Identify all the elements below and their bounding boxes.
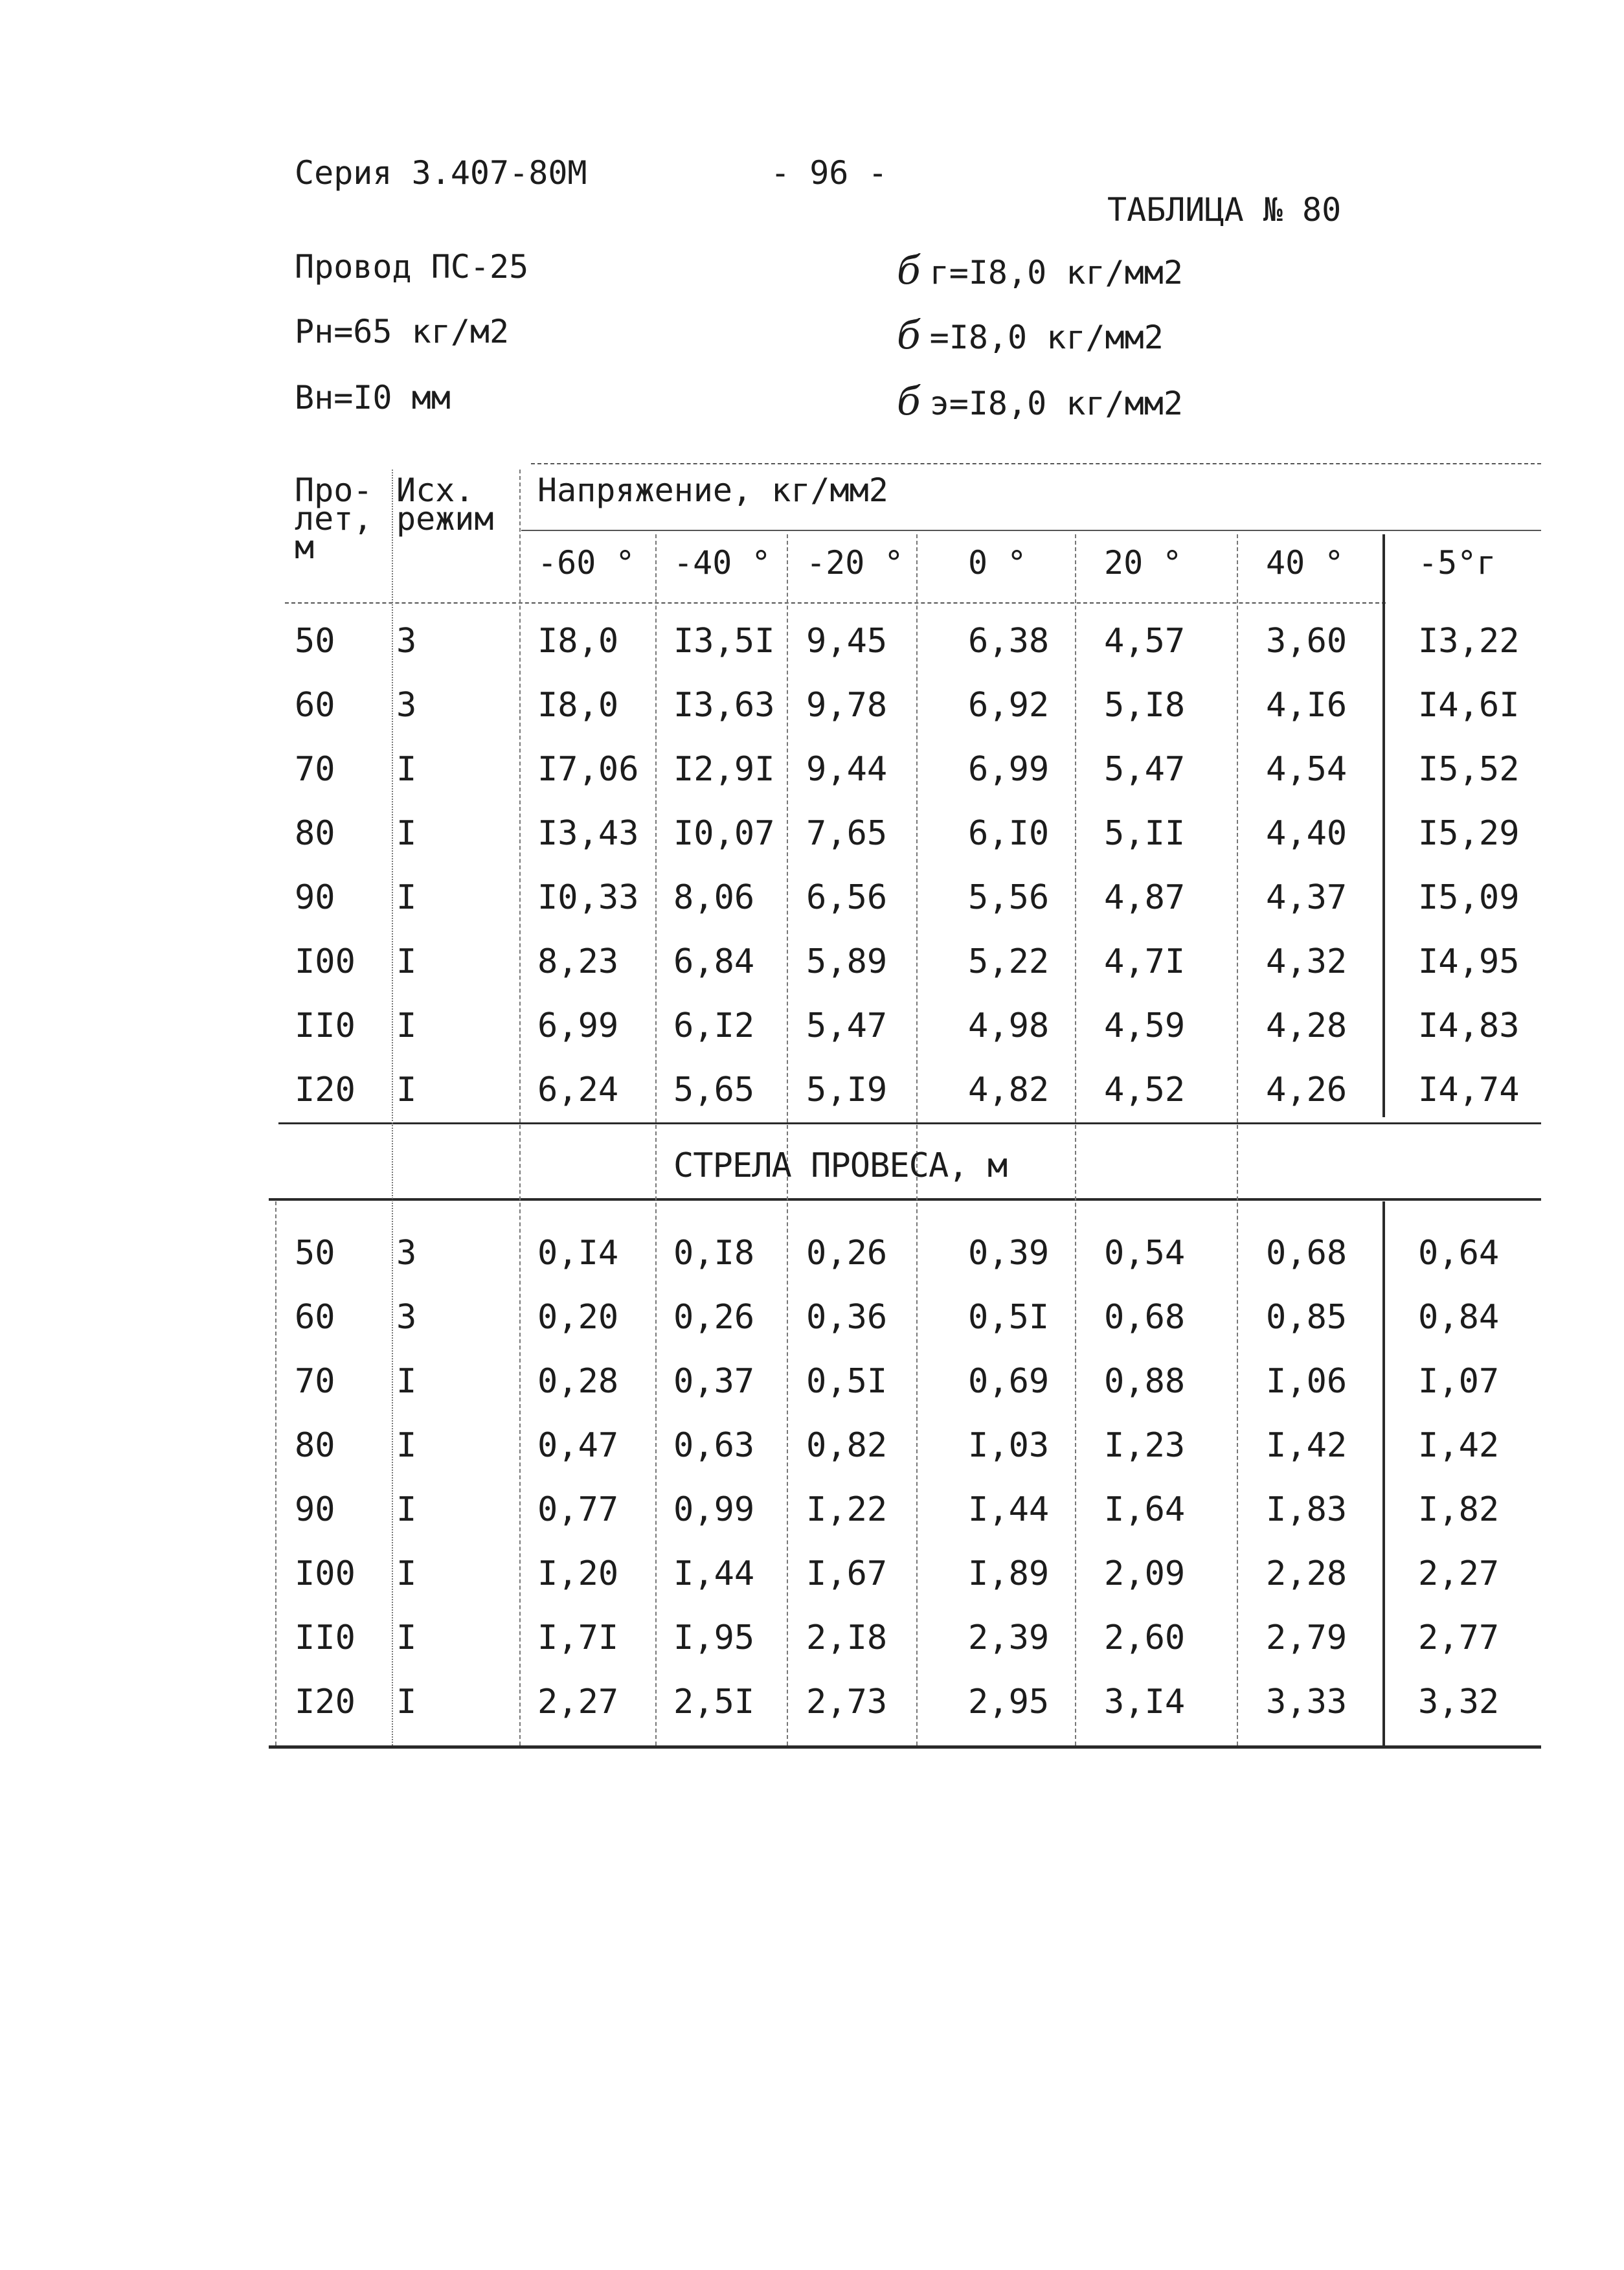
value-cell: 2,09 [1104,1554,1186,1593]
value-cell: 2,79 [1266,1618,1348,1657]
value-cell: I,7I [537,1618,619,1657]
mode-cell: I [396,1362,417,1401]
value-cell: I3,5I [673,622,775,661]
value-cell: 4,40 [1266,814,1348,853]
span-cell: I20 [295,1071,355,1109]
wind-pressure: Рн=65 кг/м2 [295,313,510,350]
value-cell: 9,78 [806,686,888,725]
value-cell: I5,29 [1418,814,1520,853]
wire-type: Провод ПС-25 [295,248,529,286]
value-cell: I4,6I [1418,686,1520,725]
value-cell: I,42 [1418,1426,1500,1465]
mode-cell: 3 [396,1298,417,1337]
value-cell: 5,65 [673,1071,755,1109]
value-cell: I,22 [806,1490,888,1529]
value-cell: I,89 [968,1554,1050,1593]
sigma-symbol: б [897,379,921,424]
temperature-header: -5°г [1418,544,1496,582]
value-cell: 2,5I [673,1683,755,1721]
value-cell: 0,36 [806,1298,888,1337]
mode-cell: 3 [396,622,417,661]
sigma-e-line [897,379,1183,424]
value-cell: 3,60 [1266,622,1348,661]
value-cell: 0,28 [537,1362,619,1401]
value-cell: 6,I2 [673,1006,755,1045]
column-divider [1075,534,1076,1745]
span-cell: II0 [295,1618,355,1657]
sigma-symbol: б [897,313,921,358]
mode-cell: I [396,814,417,853]
span-cell: 80 [295,1426,335,1465]
span-cell: 70 [295,1362,335,1401]
value-cell: 4,I6 [1266,686,1348,725]
temperature-header: 20 ° [1104,544,1182,582]
value-cell: 8,23 [537,942,619,981]
value-cell: I,03 [968,1426,1050,1465]
value-cell: 3,32 [1418,1683,1500,1721]
column-divider [787,534,788,1745]
temperature-header: -60 ° [537,544,635,582]
value-cell: 6,24 [537,1071,619,1109]
value-cell: 3,33 [1266,1683,1348,1721]
value-cell: I,44 [968,1490,1050,1529]
value-cell: 0,26 [673,1298,755,1337]
value-cell: 0,68 [1266,1234,1348,1273]
value-cell: I,44 [673,1554,755,1593]
sigma-g-value: г=I8,0 кг/мм2 [929,254,1183,291]
mode-cell: I [396,1618,417,1657]
value-cell: 0,I8 [673,1234,755,1273]
header-top-rule [531,463,1541,464]
header-bottom-rule [285,602,1386,604]
value-cell: 0,99 [673,1490,755,1529]
value-cell: I,23 [1104,1426,1186,1465]
stress-section-bottom-rule [278,1122,1541,1124]
value-cell: 0,26 [806,1234,888,1273]
mode-cell: I [396,942,417,981]
value-cell: I3,22 [1418,622,1520,661]
value-cell: 5,47 [1104,750,1186,789]
value-cell: 0,84 [1418,1298,1500,1337]
value-cell: 4,54 [1266,750,1348,789]
value-cell: 7,65 [806,814,888,853]
column-divider-bold [1382,1201,1385,1745]
page-number: - 96 - [771,154,888,192]
value-cell: 5,47 [806,1006,888,1045]
value-cell: 2,60 [1104,1618,1186,1657]
mode-cell: I [396,1071,417,1109]
value-cell: 3,I4 [1104,1683,1186,1721]
value-cell: 0,63 [673,1426,755,1465]
value-cell: 4,37 [1266,878,1348,917]
span-cell: I20 [295,1683,355,1721]
value-cell: 5,II [1104,814,1186,853]
value-cell: 6,I0 [968,814,1050,853]
value-cell: 0,5I [806,1362,888,1401]
value-cell: 0,69 [968,1362,1050,1401]
value-cell: 4,98 [968,1006,1050,1045]
value-cell: I2,9I [673,750,775,789]
span-cell: I00 [295,942,355,981]
value-cell: 0,47 [537,1426,619,1465]
value-cell: 0,82 [806,1426,888,1465]
value-cell: I,06 [1266,1362,1348,1401]
value-cell: 4,52 [1104,1071,1186,1109]
value-cell: 2,95 [968,1683,1050,1721]
value-cell: 4,59 [1104,1006,1186,1045]
column-divider-bold [1382,534,1385,1117]
column-header-span: Про- лет, м [295,471,373,566]
value-cell: 0,64 [1418,1234,1500,1273]
value-cell: I,42 [1266,1426,1348,1465]
value-cell: 6,56 [806,878,888,917]
span-cell: 60 [295,686,335,725]
value-cell: 6,99 [537,1006,619,1045]
column-divider [1237,534,1238,1745]
span-cell: 60 [295,1298,335,1337]
value-cell: 2,73 [806,1683,888,1721]
span-cell: 90 [295,1490,335,1529]
value-cell: 0,I4 [537,1234,619,1273]
value-cell: I4,74 [1418,1071,1520,1109]
value-cell: I,82 [1418,1490,1500,1529]
value-cell: 4,7I [1104,942,1186,981]
value-cell: I7,06 [537,750,639,789]
sigma-minus-line [897,313,1164,358]
value-cell: 6,99 [968,750,1050,789]
sigma-symbol: б [897,248,921,293]
value-cell: I,64 [1104,1490,1186,1529]
span-cell: II0 [295,1006,355,1045]
value-cell: 2,77 [1418,1618,1500,1657]
value-cell: 0,68 [1104,1298,1186,1337]
table-title: ТАБЛИЦА № 80 [1107,191,1342,229]
value-cell: I5,52 [1418,750,1520,789]
value-cell: 0,20 [537,1298,619,1337]
temperature-header: 0 ° [968,544,1027,582]
value-cell: 5,I8 [1104,686,1186,725]
value-cell: 0,39 [968,1234,1050,1273]
mode-cell: I [396,1006,417,1045]
header-mid-rule [521,530,1541,531]
temperature-header: -20 ° [806,544,904,582]
span-cell: 50 [295,1234,335,1273]
value-cell: 5,56 [968,878,1050,917]
value-cell: 6,84 [673,942,755,981]
value-cell: I,07 [1418,1362,1500,1401]
value-cell: I8,0 [537,686,619,725]
table-bottom-rule [269,1745,1541,1749]
value-cell: 8,06 [673,878,755,917]
value-cell: 2,I8 [806,1618,888,1657]
value-cell: 9,44 [806,750,888,789]
mode-cell: 3 [396,1234,417,1273]
value-cell: I,20 [537,1554,619,1593]
mode-cell: I [396,750,417,789]
value-cell: I0,07 [673,814,775,853]
value-cell: 4,57 [1104,622,1186,661]
value-cell: 6,38 [968,622,1050,661]
value-cell: 4,82 [968,1071,1050,1109]
value-cell: 5,89 [806,942,888,981]
value-cell: I8,0 [537,622,619,661]
temperature-header: -40 ° [673,544,771,582]
column-header-mode: Исх. режим [396,471,494,538]
mode-cell: I [396,1426,417,1465]
value-cell: I,95 [673,1618,755,1657]
value-cell: I,67 [806,1554,888,1593]
value-cell: 2,39 [968,1618,1050,1657]
span-cell: I00 [295,1554,355,1593]
value-cell: 4,32 [1266,942,1348,981]
value-cell: 0,85 [1266,1298,1348,1337]
sigma-e-value: э=I8,0 кг/мм2 [929,385,1183,422]
value-cell: 4,87 [1104,878,1186,917]
value-cell: I5,09 [1418,878,1520,917]
sigma-minus-value: =I8,0 кг/мм2 [929,319,1164,356]
value-cell: 4,28 [1266,1006,1348,1045]
span-cell: 90 [295,878,335,917]
value-cell: 2,28 [1266,1554,1348,1593]
mode-cell: I [396,1490,417,1529]
span-cell: 70 [295,750,335,789]
value-cell: I3,63 [673,686,775,725]
value-cell: 4,26 [1266,1071,1348,1109]
series-label: Серия 3.407-80М [295,154,587,192]
column-divider [392,470,393,1745]
value-cell: 6,92 [968,686,1050,725]
value-cell: I3,43 [537,814,639,853]
value-cell: 0,54 [1104,1234,1186,1273]
value-cell: I4,95 [1418,942,1520,981]
sag-section-top-rule [269,1198,1541,1201]
value-cell: 0,77 [537,1490,619,1529]
span-cell: 80 [295,814,335,853]
ice-thickness: Вн=I0 мм [295,379,451,416]
sigma-g-line [897,248,1183,293]
temperature-header: 40 ° [1266,544,1344,582]
span-cell: 50 [295,622,335,661]
mode-cell: 3 [396,686,417,725]
value-cell: I4,83 [1418,1006,1520,1045]
value-cell: 5,I9 [806,1071,888,1109]
mode-cell: I [396,1554,417,1593]
value-cell: 0,5I [968,1298,1050,1337]
sag-section-title: СТРЕЛА ПРОВЕСА, м [673,1146,1008,1185]
column-divider [655,534,657,1745]
column-divider [519,470,521,1745]
value-cell: 2,27 [537,1683,619,1721]
value-cell: 0,37 [673,1362,755,1401]
value-cell: 2,27 [1418,1554,1500,1593]
value-cell: I0,33 [537,878,639,917]
mode-cell: I [396,1683,417,1721]
value-cell: 0,88 [1104,1362,1186,1401]
value-cell: 9,45 [806,622,888,661]
mode-cell: I [396,878,417,917]
left-border [275,1201,276,1745]
value-cell: 5,22 [968,942,1050,981]
column-header-stress: Напряжение, кг/мм2 [537,471,888,509]
value-cell: I,83 [1266,1490,1348,1529]
column-divider [916,534,918,1745]
